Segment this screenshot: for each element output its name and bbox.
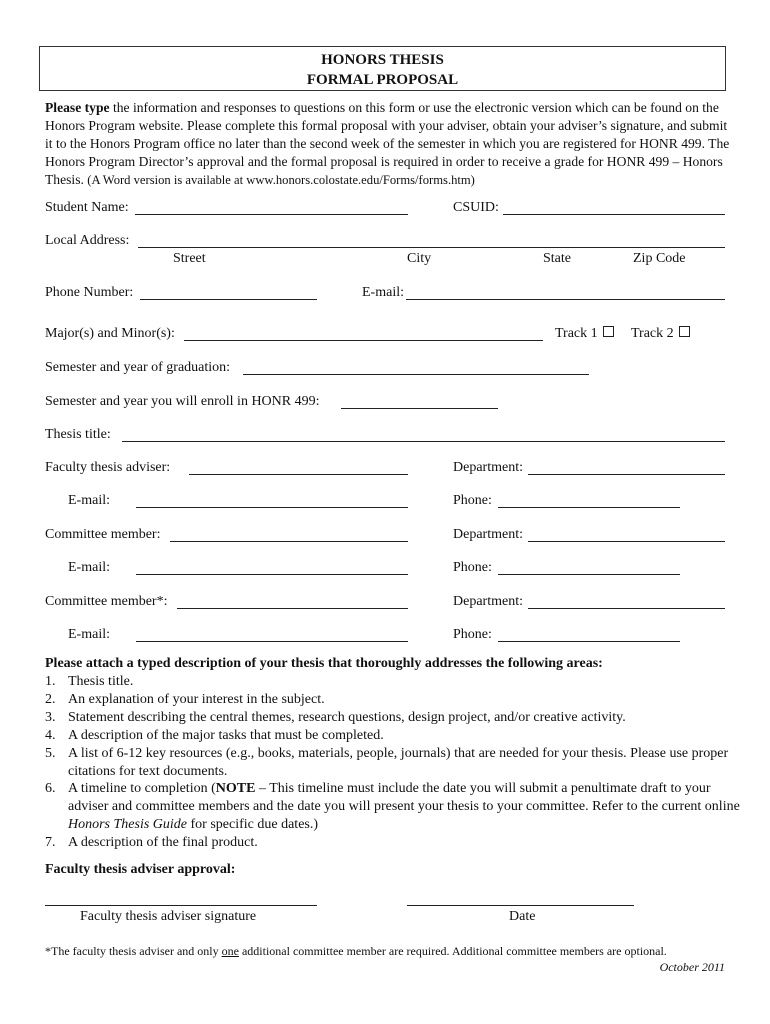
attachments-list: [45, 673, 745, 852]
graduation-semester-field[interactable]: [243, 374, 589, 375]
enroll-semester-field[interactable]: [341, 408, 498, 409]
track-2-option[interactable]: [631, 326, 690, 342]
title-line-1: HONORS THESIS: [321, 52, 444, 68]
city-caption: City: [407, 251, 432, 266]
revision-date: October 2011: [659, 960, 725, 974]
committee-2-phone-label: Phone:: [453, 627, 492, 642]
thesis-title-label: Thesis title:: [45, 427, 111, 442]
committee-1-email-field[interactable]: [136, 574, 408, 575]
footnote: *The faculty thesis adviser and only one additional committee member are required. Additional committee members are optional.: [45, 944, 667, 958]
committee-1-phone-field[interactable]: [498, 574, 680, 575]
track-1-label: Track 1: [555, 326, 598, 341]
committee-2-email-field[interactable]: [136, 641, 408, 642]
graduation-semester-label: Semester and year of graduation:: [45, 360, 231, 375]
committee-2-phone-field[interactable]: [498, 641, 680, 642]
faculty-adviser-label: Faculty thesis adviser:: [45, 460, 171, 475]
local-address-field[interactable]: [138, 247, 725, 248]
committee-1-phone-label: Phone:: [453, 560, 492, 575]
track-2-label: Track 2: [631, 326, 674, 341]
list-item: 6. A timeline to completion (NOTE – This timeline must include the date you will submit a penultimate draft to your adviser and committee members and the date you will present your thesis to your committee. Refer to the current online Honors Thesis Guide for specific due dates.): [45, 781, 740, 833]
csuid-label: CSUID:: [453, 200, 499, 215]
track-1-checkbox[interactable]: [603, 326, 614, 337]
majors-field[interactable]: [184, 340, 543, 341]
street-caption: Street: [173, 251, 206, 266]
student-name-field[interactable]: [135, 214, 408, 215]
title-box: [39, 46, 726, 91]
approval-date-field[interactable]: [407, 905, 634, 906]
attachments-heading: Please attach a typed description of your thesis that thoroughly addresses the following areas:: [45, 656, 603, 671]
committee-1-department-label: Department:: [453, 527, 523, 542]
state-caption: State: [543, 251, 571, 266]
committee-member-1-label: Committee member:: [45, 527, 161, 542]
thesis-title-field[interactable]: [122, 441, 725, 442]
list-item: 1. Thesis title.: [45, 674, 134, 689]
email-label: E-mail:: [362, 285, 404, 300]
title-line-2: FORMAL PROPOSAL: [306, 72, 459, 88]
adviser-phone-field[interactable]: [498, 507, 680, 508]
committee-member-2-label: Committee member*:: [45, 594, 168, 609]
committee-2-department-field[interactable]: [528, 608, 725, 609]
adviser-department-field[interactable]: [528, 474, 725, 475]
list-item: 5. A list of 6-12 key resources (e.g., books, materials, people, journals) that are needed for your thesis. Please use proper citations for text documents.: [45, 745, 729, 779]
adviser-email-field[interactable]: [136, 507, 408, 508]
committee-member-1-field[interactable]: [170, 541, 408, 542]
phone-label: Phone Number:: [45, 285, 134, 300]
list-item: 7. A description of the final product.: [45, 835, 258, 851]
word-version-note: (A Word version is available at www.honors.colostate.edu/Forms/forms.htm): [87, 173, 475, 187]
csuid-field[interactable]: [503, 214, 725, 215]
committee-member-2-field[interactable]: [177, 608, 408, 609]
signature-caption: Faculty thesis adviser signature: [80, 909, 257, 924]
email-field[interactable]: [406, 299, 725, 300]
committee-2-email-label: E-mail:: [68, 627, 110, 642]
adviser-phone-label: Phone:: [453, 493, 492, 508]
instructions-paragraph: [45, 99, 735, 189]
majors-label: Major(s) and Minor(s):: [45, 326, 175, 341]
approval-heading: Faculty thesis adviser approval:: [45, 862, 236, 877]
committee-1-department-field[interactable]: [528, 541, 725, 542]
track-2-checkbox[interactable]: [679, 326, 690, 337]
local-address-label: Local Address:: [45, 233, 130, 248]
instructions-body: the information and responses to questions on this form or use the electronic version which can be found on the Honors Program website. Please complete this formal proposal with your adviser, obtain your adviser’s signature, and submit it to the Honors Program office no later than the second week of the semester in which you are registered for HONR 499. The Honors Program Director’s approval and the formal proposal is required in order to receive a grade for HONR 499 – Honors Thesis.: [45, 100, 730, 187]
committee-1-email-label: E-mail:: [68, 560, 110, 575]
adviser-signature-field[interactable]: [45, 905, 317, 906]
student-name-label: Student Name:: [45, 200, 129, 215]
faculty-adviser-field[interactable]: [189, 474, 408, 475]
list-item: 2. An explanation of your interest in the subject.: [45, 691, 325, 707]
adviser-department-label: Department:: [453, 460, 523, 475]
instructions-lead: Please type: [45, 100, 110, 115]
phone-field[interactable]: [140, 299, 317, 300]
date-caption: Date: [509, 909, 536, 924]
committee-2-department-label: Department:: [453, 594, 523, 609]
adviser-email-label: E-mail:: [68, 493, 110, 508]
list-item: 3. Statement describing the central themes, research questions, design project, and/or creative activity.: [45, 709, 626, 725]
enroll-semester-label: Semester and year you will enroll in HONR 499:: [45, 394, 320, 409]
track-1-option[interactable]: [555, 326, 614, 342]
list-item: 4. A description of the major tasks that must be completed.: [45, 727, 384, 743]
zip-caption: Zip Code: [633, 251, 686, 266]
